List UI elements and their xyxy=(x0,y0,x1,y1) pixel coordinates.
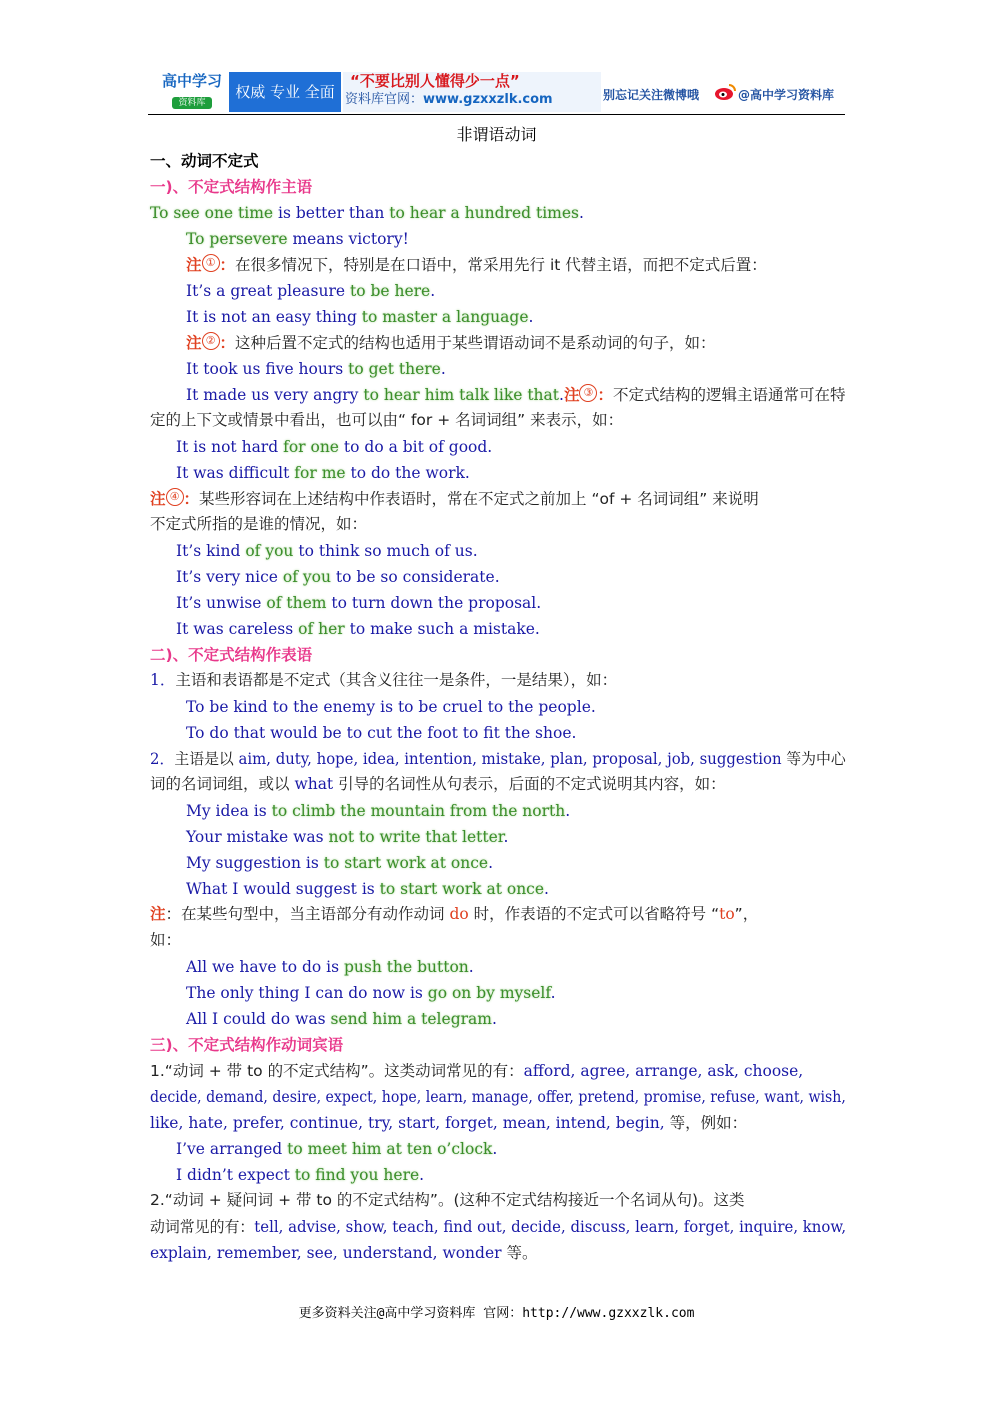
note-line: 注 ② ：这种后置不定式的结构也适用于某些谓语动词不是系动词的句子，如： xyxy=(186,334,716,352)
section-2: 二)、不定式结构作表语 xyxy=(150,646,313,664)
note-text: 不定式所指的是谁的情况，如： xyxy=(150,515,368,533)
site-url: www.gzxxzlk.com xyxy=(423,92,553,107)
heading-1: 一、动词不定式 xyxy=(150,152,259,170)
brand-title: 高中学习 xyxy=(161,72,222,90)
rule-line: 词的名词词组，或以 what 引导的名词性从句表示，后面的不定式说明其内容，如： xyxy=(150,775,726,793)
note-line: 注 ① ：在很多情况下，特别是在口语中，常采用先行 it 代替主语，而把不定式后置： xyxy=(186,256,767,274)
example-line: It’s very nice of you to be so considerate. xyxy=(176,568,500,586)
rule-line: explain, remember, see, understand, wonder 等。 xyxy=(150,1244,538,1262)
section-3: 三)、不定式结构作动词宾语 xyxy=(150,1036,344,1054)
example-line: I’ve arranged to meet him at ten o’clock. xyxy=(176,1140,498,1158)
page-title: 非谓语动词 xyxy=(456,125,537,144)
rule-line: decide, demand, desire, expect, hope, learn, manage, offer, pretend, promise, refuse, want, wish, xyxy=(150,1088,846,1106)
example-line: It is not hard for one to do a bit of good. xyxy=(176,438,493,456)
site-line xyxy=(345,91,553,109)
weibo-icon xyxy=(714,83,736,101)
example-line: To persevere means victory! xyxy=(186,230,409,248)
rule-line: 2．主语是以 aim, duty, hope, idea, intention, mistake, plan, proposal, job, suggestion 等为中心 xyxy=(150,750,846,768)
example-line: My suggestion is to start work at once. xyxy=(186,854,494,872)
example-line: The only thing I can do now is go on by myself. xyxy=(186,984,556,1002)
example-line: Your mistake was not to write that letter. xyxy=(186,828,509,846)
note-text: 定的上下文或情景中看出，也可以由“ for + 名词词组” 来表示，如： xyxy=(150,411,624,429)
footer: 更多资料关注@高中学习资料库 官网：http://www.gzxxzlk.com xyxy=(298,1306,695,1321)
header-rule xyxy=(148,114,845,115)
example-line: My idea is to climb the mountain from the north. xyxy=(186,802,571,820)
example-line: What I would suggest is to start work at once. xyxy=(186,880,549,898)
example-line: To see one time is better than to hear a hundred times. xyxy=(150,204,584,222)
rule-line: 1.“动词 + 带 to 的不定式结构”。这类动词常见的有：afford, agree, arrange, ask, choose, xyxy=(150,1062,804,1080)
rule-line: 1．主语和表语都是不定式（其含义往往一是条件，一是结果），如： xyxy=(150,671,618,689)
follow-text: 别忘记关注微博哦 xyxy=(603,88,700,102)
example-line: To do that would be to cut the foot to fit the shoe. xyxy=(186,724,577,742)
tags-box: 权威 专业 全面 xyxy=(229,72,341,112)
rule-line: 动词常见的有：tell, advise, show, teach, find out, decide, discuss, learn, forget, inquire, know, xyxy=(150,1218,847,1236)
example-line: It’s kind of you to think so much of us. xyxy=(176,542,478,560)
example-line: It made us very angry to hear him talk like that.注 ③ ：不定式结构的逻辑主语通常可在特 xyxy=(186,386,846,404)
rule-line: 2.“动词 + 疑问词 + 带 to 的不定式结构”。(这种不定式结构接近一个名词从句)。这类 xyxy=(150,1191,745,1209)
example-line: It’s unwise of them to turn down the proposal. xyxy=(176,594,542,612)
example-line: It took us five hours to get there. xyxy=(186,360,446,378)
example-line: It was careless of her to make such a mistake. xyxy=(176,620,540,638)
note-line: 注 ④ ：某些形容词在上述结构中作表语时，常在不定式之前加上 “of + 名词词组” 来说明 xyxy=(150,490,759,508)
example-line: It’s a great pleasure to be here. xyxy=(186,282,436,300)
example-line: All we have to do is push the button. xyxy=(186,958,474,976)
brand-sub: 资料库 xyxy=(172,97,211,109)
rule-line: like, hate, prefer, continue, try, start, forget, mean, intend, begin, 等，例如： xyxy=(150,1114,748,1132)
section-1: 一)、不定式结构作主语 xyxy=(150,178,313,196)
example-line: To be kind to the enemy is to be cruel to the people. xyxy=(186,698,596,716)
brand-logo xyxy=(157,72,227,112)
site-label: 资料库官网： xyxy=(345,92,424,107)
note-line: 注：在某些句型中，当主语部分有动作动词 do 时，作表语的不定式可以省略符号 “to”， xyxy=(150,905,759,923)
example-line: It was difficult for me to do the work. xyxy=(176,464,470,482)
example-line: It is not an easy thing to master a language. xyxy=(186,308,534,326)
weibo-name: @高中学习资料库 xyxy=(738,88,835,102)
slogan: “不要比别人懂得少一点” xyxy=(350,72,520,90)
example-line: All I could do was send him a telegram. xyxy=(186,1010,497,1028)
note-text: 如： xyxy=(150,931,182,949)
example-line: I didn’t expect to find you here. xyxy=(176,1166,425,1184)
